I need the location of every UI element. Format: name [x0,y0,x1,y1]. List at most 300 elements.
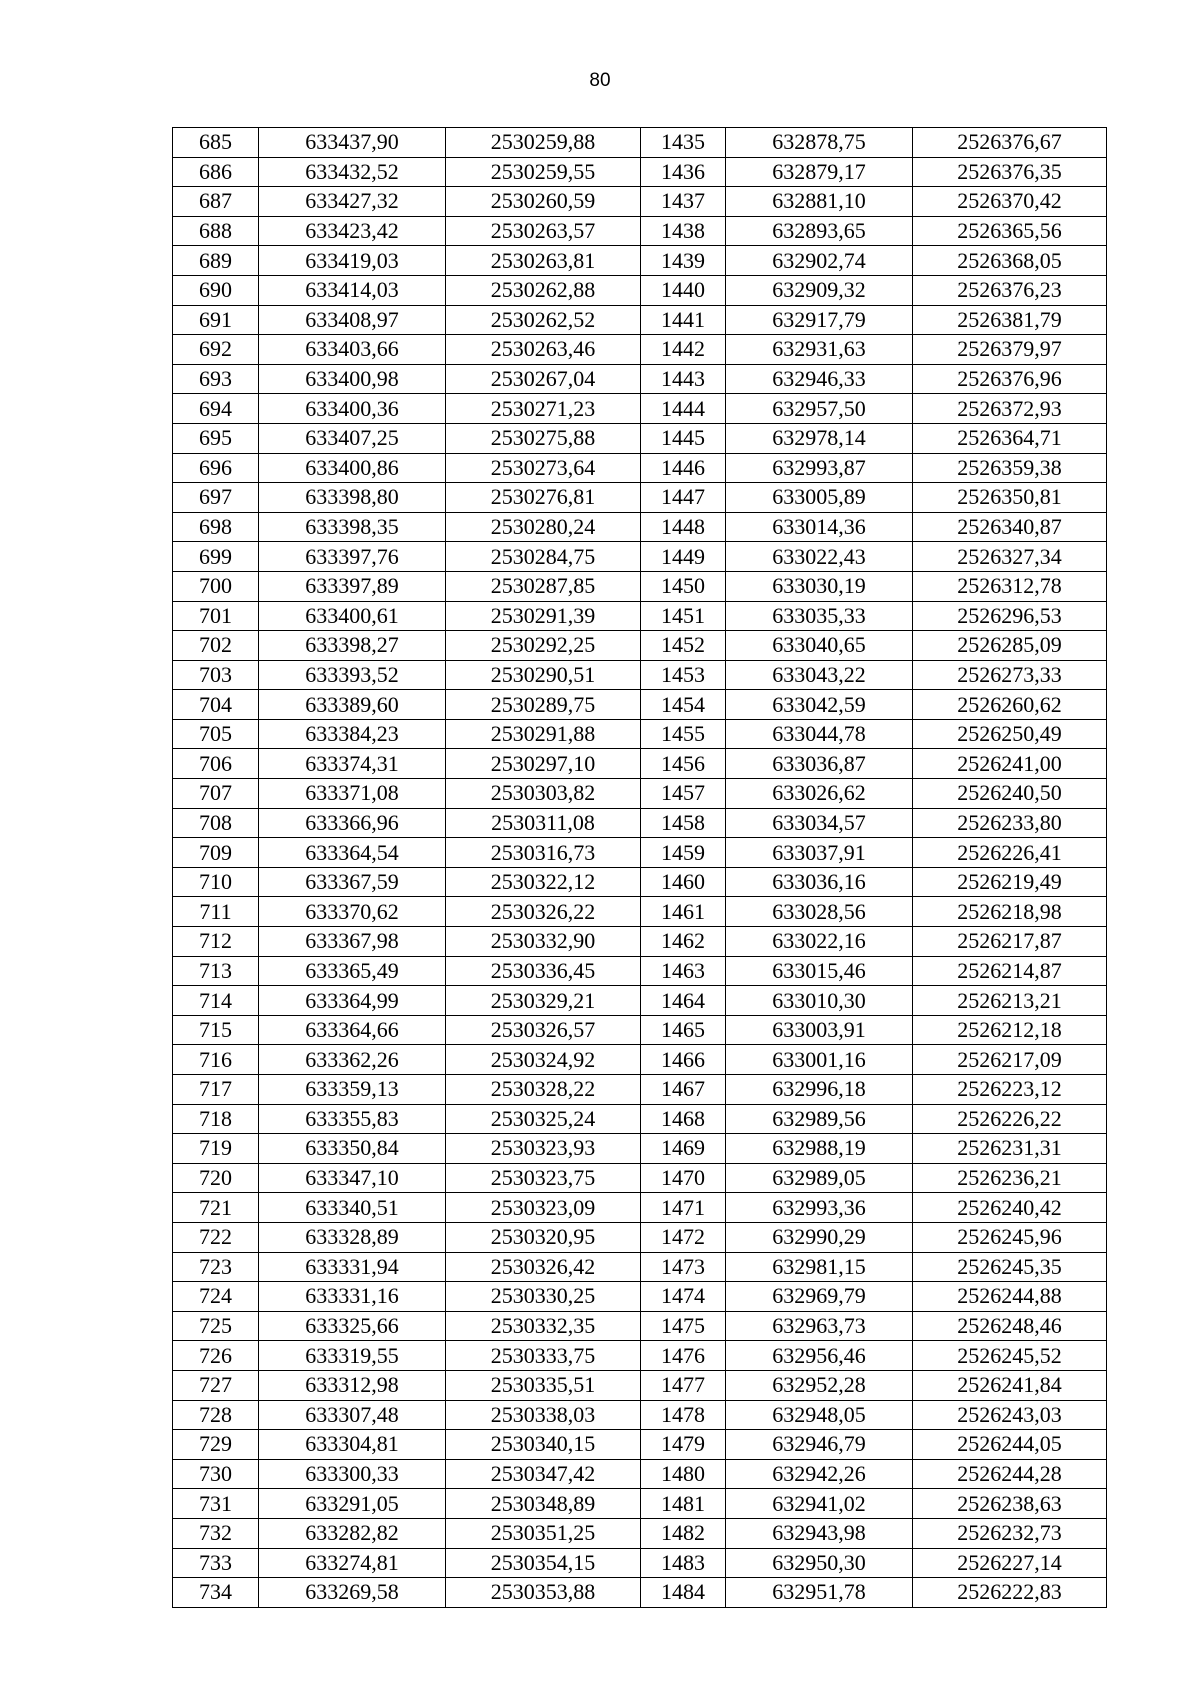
y-coordinate-cell: 2530348,89 [446,1489,641,1519]
point-number-cell: 1464 [641,986,726,1016]
point-number-cell: 1451 [641,601,726,631]
x-coordinate-cell: 633325,66 [259,1311,446,1341]
table-row [173,364,1107,394]
x-coordinate-cell: 633423,42 [259,216,446,246]
point-number-cell: 717 [173,1075,259,1105]
y-coordinate-cell: 2526285,09 [913,631,1107,661]
table-row [173,1193,1107,1223]
y-coordinate-cell: 2530329,21 [446,986,641,1016]
y-coordinate-cell: 2526248,46 [913,1311,1107,1341]
x-coordinate-cell: 633364,66 [259,1015,446,1045]
y-coordinate-cell: 2530263,81 [446,246,641,276]
y-coordinate-cell: 2526226,41 [913,838,1107,868]
table-row [173,1370,1107,1400]
x-coordinate-cell: 633359,13 [259,1075,446,1105]
x-coordinate-cell: 633397,76 [259,542,446,572]
x-coordinate-cell: 632993,87 [726,453,913,483]
table-row [173,512,1107,542]
x-coordinate-cell: 633331,94 [259,1252,446,1282]
y-coordinate-cell: 2530323,93 [446,1134,641,1164]
point-number-cell: 716 [173,1045,259,1075]
coordinates-table-body [173,128,1107,1608]
x-coordinate-cell: 633347,10 [259,1163,446,1193]
x-coordinate-cell: 633350,84 [259,1134,446,1164]
table-row [173,986,1107,1016]
y-coordinate-cell: 2530271,23 [446,394,641,424]
point-number-cell: 1474 [641,1282,726,1312]
y-coordinate-cell: 2530263,46 [446,335,641,365]
x-coordinate-cell: 632990,29 [726,1222,913,1252]
table-row [173,838,1107,868]
point-number-cell: 1435 [641,128,726,158]
point-number-cell: 1475 [641,1311,726,1341]
table-row [173,749,1107,779]
y-coordinate-cell: 2526240,42 [913,1193,1107,1223]
x-coordinate-cell: 633400,36 [259,394,446,424]
x-coordinate-cell: 633362,26 [259,1045,446,1075]
y-coordinate-cell: 2526376,23 [913,275,1107,305]
x-coordinate-cell: 633355,83 [259,1104,446,1134]
x-coordinate-cell: 632942,26 [726,1459,913,1489]
x-coordinate-cell: 632952,28 [726,1370,913,1400]
x-coordinate-cell: 633364,99 [259,986,446,1016]
y-coordinate-cell: 2530316,73 [446,838,641,868]
point-number-cell: 733 [173,1548,259,1578]
table-row [173,1548,1107,1578]
y-coordinate-cell: 2526379,97 [913,335,1107,365]
x-coordinate-cell: 633370,62 [259,897,446,927]
table-row [173,1459,1107,1489]
point-number-cell: 1443 [641,364,726,394]
point-number-cell: 693 [173,364,259,394]
x-coordinate-cell: 633365,49 [259,956,446,986]
point-number-cell: 1482 [641,1518,726,1548]
table-row [173,897,1107,927]
x-coordinate-cell: 632946,33 [726,364,913,394]
table-row [173,453,1107,483]
x-coordinate-cell: 633366,96 [259,808,446,838]
point-number-cell: 703 [173,660,259,690]
y-coordinate-cell: 2530354,15 [446,1548,641,1578]
x-coordinate-cell: 633005,89 [726,483,913,513]
point-number-cell: 1463 [641,956,726,986]
table-row [173,808,1107,838]
point-number-cell: 1470 [641,1163,726,1193]
y-coordinate-cell: 2526233,80 [913,808,1107,838]
table-row [173,1222,1107,1252]
y-coordinate-cell: 2526212,18 [913,1015,1107,1045]
x-coordinate-cell: 633034,57 [726,808,913,838]
point-number-cell: 702 [173,631,259,661]
x-coordinate-cell: 632917,79 [726,305,913,335]
table-row [173,187,1107,217]
y-coordinate-cell: 2526296,53 [913,601,1107,631]
y-coordinate-cell: 2526312,78 [913,571,1107,601]
y-coordinate-cell: 2530297,10 [446,749,641,779]
x-coordinate-cell: 633040,65 [726,631,913,661]
y-coordinate-cell: 2530280,24 [446,512,641,542]
y-coordinate-cell: 2526376,35 [913,157,1107,187]
x-coordinate-cell: 632948,05 [726,1400,913,1430]
y-coordinate-cell: 2526219,49 [913,867,1107,897]
x-coordinate-cell: 633003,91 [726,1015,913,1045]
x-coordinate-cell: 633001,16 [726,1045,913,1075]
x-coordinate-cell: 633328,89 [259,1222,446,1252]
point-number-cell: 1439 [641,246,726,276]
y-coordinate-cell: 2530262,88 [446,275,641,305]
y-coordinate-cell: 2526364,71 [913,423,1107,453]
point-number-cell: 1466 [641,1045,726,1075]
y-coordinate-cell: 2530289,75 [446,690,641,720]
x-coordinate-cell: 632941,02 [726,1489,913,1519]
y-coordinate-cell: 2530338,03 [446,1400,641,1430]
point-number-cell: 1452 [641,631,726,661]
point-number-cell: 1442 [641,335,726,365]
point-number-cell: 1462 [641,927,726,957]
y-coordinate-cell: 2530323,09 [446,1193,641,1223]
table-row [173,1430,1107,1460]
x-coordinate-cell: 632989,56 [726,1104,913,1134]
x-coordinate-cell: 633028,56 [726,897,913,927]
point-number-cell: 686 [173,157,259,187]
y-coordinate-cell: 2526245,96 [913,1222,1107,1252]
table-row [173,246,1107,276]
table-row [173,571,1107,601]
y-coordinate-cell: 2530303,82 [446,779,641,809]
y-coordinate-cell: 2530340,15 [446,1430,641,1460]
x-coordinate-cell: 633384,23 [259,719,446,749]
x-coordinate-cell: 633037,91 [726,838,913,868]
y-coordinate-cell: 2530273,64 [446,453,641,483]
y-coordinate-cell: 2526226,22 [913,1104,1107,1134]
point-number-cell: 1467 [641,1075,726,1105]
x-coordinate-cell: 633432,52 [259,157,446,187]
y-coordinate-cell: 2526245,52 [913,1341,1107,1371]
point-number-cell: 730 [173,1459,259,1489]
table-row [173,631,1107,661]
y-coordinate-cell: 2526222,83 [913,1578,1107,1608]
point-number-cell: 1476 [641,1341,726,1371]
table-row [173,1252,1107,1282]
y-coordinate-cell: 2530332,90 [446,927,641,957]
point-number-cell: 1480 [641,1459,726,1489]
x-coordinate-cell: 633035,33 [726,601,913,631]
table-row [173,542,1107,572]
point-number-cell: 1481 [641,1489,726,1519]
y-coordinate-cell: 2530325,24 [446,1104,641,1134]
point-number-cell: 729 [173,1430,259,1460]
point-number-cell: 1483 [641,1548,726,1578]
y-coordinate-cell: 2530275,88 [446,423,641,453]
point-number-cell: 706 [173,749,259,779]
table-row [173,1075,1107,1105]
y-coordinate-cell: 2530320,95 [446,1222,641,1252]
point-number-cell: 1457 [641,779,726,809]
x-coordinate-cell: 633414,03 [259,275,446,305]
point-number-cell: 708 [173,808,259,838]
y-coordinate-cell: 2526217,87 [913,927,1107,957]
y-coordinate-cell: 2526250,49 [913,719,1107,749]
point-number-cell: 1444 [641,394,726,424]
y-coordinate-cell: 2526241,84 [913,1370,1107,1400]
point-number-cell: 1468 [641,1104,726,1134]
x-coordinate-cell: 633300,33 [259,1459,446,1489]
point-number-cell: 720 [173,1163,259,1193]
y-coordinate-cell: 2530353,88 [446,1578,641,1608]
y-coordinate-cell: 2530259,88 [446,128,641,158]
y-coordinate-cell: 2526241,00 [913,749,1107,779]
x-coordinate-cell: 633036,87 [726,749,913,779]
y-coordinate-cell: 2526376,67 [913,128,1107,158]
y-coordinate-cell: 2526245,35 [913,1252,1107,1282]
point-number-cell: 705 [173,719,259,749]
y-coordinate-cell: 2530291,39 [446,601,641,631]
x-coordinate-cell: 633340,51 [259,1193,446,1223]
table-row [173,128,1107,158]
y-coordinate-cell: 2530267,04 [446,364,641,394]
x-coordinate-cell: 633367,98 [259,927,446,957]
x-coordinate-cell: 633022,43 [726,542,913,572]
page-number: 80 [589,70,611,91]
x-coordinate-cell: 632879,17 [726,157,913,187]
point-number-cell: 1437 [641,187,726,217]
x-coordinate-cell: 633371,08 [259,779,446,809]
y-coordinate-cell: 2530335,51 [446,1370,641,1400]
table-row [173,719,1107,749]
y-coordinate-cell: 2526376,96 [913,364,1107,394]
table-row [173,601,1107,631]
point-number-cell: 1460 [641,867,726,897]
y-coordinate-cell: 2526244,05 [913,1430,1107,1460]
table-row [173,305,1107,335]
x-coordinate-cell: 633400,86 [259,453,446,483]
table-row [173,1045,1107,1075]
point-number-cell: 1465 [641,1015,726,1045]
x-coordinate-cell: 633044,78 [726,719,913,749]
y-coordinate-cell: 2526218,98 [913,897,1107,927]
point-number-cell: 694 [173,394,259,424]
point-number-cell: 691 [173,305,259,335]
point-number-cell: 1449 [641,542,726,572]
table-row [173,275,1107,305]
y-coordinate-cell: 2526240,50 [913,779,1107,809]
point-number-cell: 718 [173,1104,259,1134]
y-coordinate-cell: 2530326,57 [446,1015,641,1045]
y-coordinate-cell: 2526365,56 [913,216,1107,246]
point-number-cell: 687 [173,187,259,217]
point-number-cell: 1447 [641,483,726,513]
table-row [173,1163,1107,1193]
y-coordinate-cell: 2526359,38 [913,453,1107,483]
point-number-cell: 1441 [641,305,726,335]
point-number-cell: 721 [173,1193,259,1223]
point-number-cell: 707 [173,779,259,809]
y-coordinate-cell: 2526260,62 [913,690,1107,720]
table-row [173,1578,1107,1608]
y-coordinate-cell: 2530326,42 [446,1252,641,1282]
x-coordinate-cell: 632981,15 [726,1252,913,1282]
y-coordinate-cell: 2530347,42 [446,1459,641,1489]
point-number-cell: 1469 [641,1134,726,1164]
x-coordinate-cell: 632878,75 [726,128,913,158]
table-row [173,660,1107,690]
x-coordinate-cell: 633419,03 [259,246,446,276]
point-number-cell: 688 [173,216,259,246]
x-coordinate-cell: 632950,30 [726,1548,913,1578]
x-coordinate-cell: 633398,35 [259,512,446,542]
x-coordinate-cell: 633030,19 [726,571,913,601]
x-coordinate-cell: 632951,78 [726,1578,913,1608]
table-row [173,157,1107,187]
y-coordinate-cell: 2530323,75 [446,1163,641,1193]
x-coordinate-cell: 632881,10 [726,187,913,217]
x-coordinate-cell: 633389,60 [259,690,446,720]
y-coordinate-cell: 2526340,87 [913,512,1107,542]
x-coordinate-cell: 633407,25 [259,423,446,453]
point-number-cell: 723 [173,1252,259,1282]
x-coordinate-cell: 633022,16 [726,927,913,957]
x-coordinate-cell: 633307,48 [259,1400,446,1430]
point-number-cell: 685 [173,128,259,158]
x-coordinate-cell: 633036,16 [726,867,913,897]
y-coordinate-cell: 2526368,05 [913,246,1107,276]
y-coordinate-cell: 2530333,75 [446,1341,641,1371]
y-coordinate-cell: 2526244,88 [913,1282,1107,1312]
point-number-cell: 1472 [641,1222,726,1252]
point-number-cell: 695 [173,423,259,453]
point-number-cell: 1445 [641,423,726,453]
y-coordinate-cell: 2526213,21 [913,986,1107,1016]
point-number-cell: 715 [173,1015,259,1045]
x-coordinate-cell: 632931,63 [726,335,913,365]
table-row [173,1134,1107,1164]
table-row [173,1518,1107,1548]
table-row [173,423,1107,453]
x-coordinate-cell: 632893,65 [726,216,913,246]
x-coordinate-cell: 632989,05 [726,1163,913,1193]
point-number-cell: 1440 [641,275,726,305]
point-number-cell: 699 [173,542,259,572]
point-number-cell: 1453 [641,660,726,690]
table-row [173,927,1107,957]
point-number-cell: 700 [173,571,259,601]
x-coordinate-cell: 632957,50 [726,394,913,424]
point-number-cell: 726 [173,1341,259,1371]
x-coordinate-cell: 633319,55 [259,1341,446,1371]
x-coordinate-cell: 633014,36 [726,512,913,542]
point-number-cell: 734 [173,1578,259,1608]
y-coordinate-cell: 2530276,81 [446,483,641,513]
y-coordinate-cell: 2530324,92 [446,1045,641,1075]
point-number-cell: 701 [173,601,259,631]
y-coordinate-cell: 2526273,33 [913,660,1107,690]
table-row [173,867,1107,897]
y-coordinate-cell: 2530292,25 [446,631,641,661]
y-coordinate-cell: 2526370,42 [913,187,1107,217]
point-number-cell: 692 [173,335,259,365]
y-coordinate-cell: 2526214,87 [913,956,1107,986]
table-row [173,216,1107,246]
table-row [173,1104,1107,1134]
x-coordinate-cell: 633367,59 [259,867,446,897]
y-coordinate-cell: 2526327,34 [913,542,1107,572]
point-number-cell: 1438 [641,216,726,246]
x-coordinate-cell: 633015,46 [726,956,913,986]
y-coordinate-cell: 2530291,88 [446,719,641,749]
point-number-cell: 731 [173,1489,259,1519]
table-row [173,394,1107,424]
x-coordinate-cell: 633269,58 [259,1578,446,1608]
x-coordinate-cell: 633010,30 [726,986,913,1016]
point-number-cell: 1458 [641,808,726,838]
x-coordinate-cell: 633437,90 [259,128,446,158]
x-coordinate-cell: 633408,97 [259,305,446,335]
y-coordinate-cell: 2526227,14 [913,1548,1107,1578]
y-coordinate-cell: 2530287,85 [446,571,641,601]
point-number-cell: 710 [173,867,259,897]
point-number-cell: 1477 [641,1370,726,1400]
x-coordinate-cell: 633042,59 [726,690,913,720]
point-number-cell: 1448 [641,512,726,542]
y-coordinate-cell: 2530262,52 [446,305,641,335]
x-coordinate-cell: 633427,32 [259,187,446,217]
x-coordinate-cell: 633304,81 [259,1430,446,1460]
y-coordinate-cell: 2530290,51 [446,660,641,690]
x-coordinate-cell: 632988,19 [726,1134,913,1164]
y-coordinate-cell: 2530259,55 [446,157,641,187]
y-coordinate-cell: 2526350,81 [913,483,1107,513]
y-coordinate-cell: 2530328,22 [446,1075,641,1105]
y-coordinate-cell: 2530330,25 [446,1282,641,1312]
x-coordinate-cell: 632993,36 [726,1193,913,1223]
x-coordinate-cell: 632956,46 [726,1341,913,1371]
point-number-cell: 1479 [641,1430,726,1460]
y-coordinate-cell: 2530263,57 [446,216,641,246]
table-row [173,1015,1107,1045]
point-number-cell: 1446 [641,453,726,483]
table-row [173,1400,1107,1430]
table-row [173,1311,1107,1341]
point-number-cell: 727 [173,1370,259,1400]
point-number-cell: 1461 [641,897,726,927]
coordinates-table [172,127,1107,1608]
x-coordinate-cell: 632909,32 [726,275,913,305]
point-number-cell: 709 [173,838,259,868]
x-coordinate-cell: 633331,16 [259,1282,446,1312]
point-number-cell: 714 [173,986,259,1016]
table-row [173,1341,1107,1371]
y-coordinate-cell: 2526232,73 [913,1518,1107,1548]
y-coordinate-cell: 2526231,31 [913,1134,1107,1164]
table-row [173,779,1107,809]
x-coordinate-cell: 633291,05 [259,1489,446,1519]
point-number-cell: 728 [173,1400,259,1430]
x-coordinate-cell: 633398,27 [259,631,446,661]
point-number-cell: 1436 [641,157,726,187]
x-coordinate-cell: 633364,54 [259,838,446,868]
point-number-cell: 697 [173,483,259,513]
x-coordinate-cell: 632978,14 [726,423,913,453]
point-number-cell: 690 [173,275,259,305]
y-coordinate-cell: 2526223,12 [913,1075,1107,1105]
table-row [173,690,1107,720]
point-number-cell: 732 [173,1518,259,1548]
point-number-cell: 1459 [641,838,726,868]
x-coordinate-cell: 632902,74 [726,246,913,276]
x-coordinate-cell: 632969,79 [726,1282,913,1312]
x-coordinate-cell: 633274,81 [259,1548,446,1578]
y-coordinate-cell: 2530326,22 [446,897,641,927]
